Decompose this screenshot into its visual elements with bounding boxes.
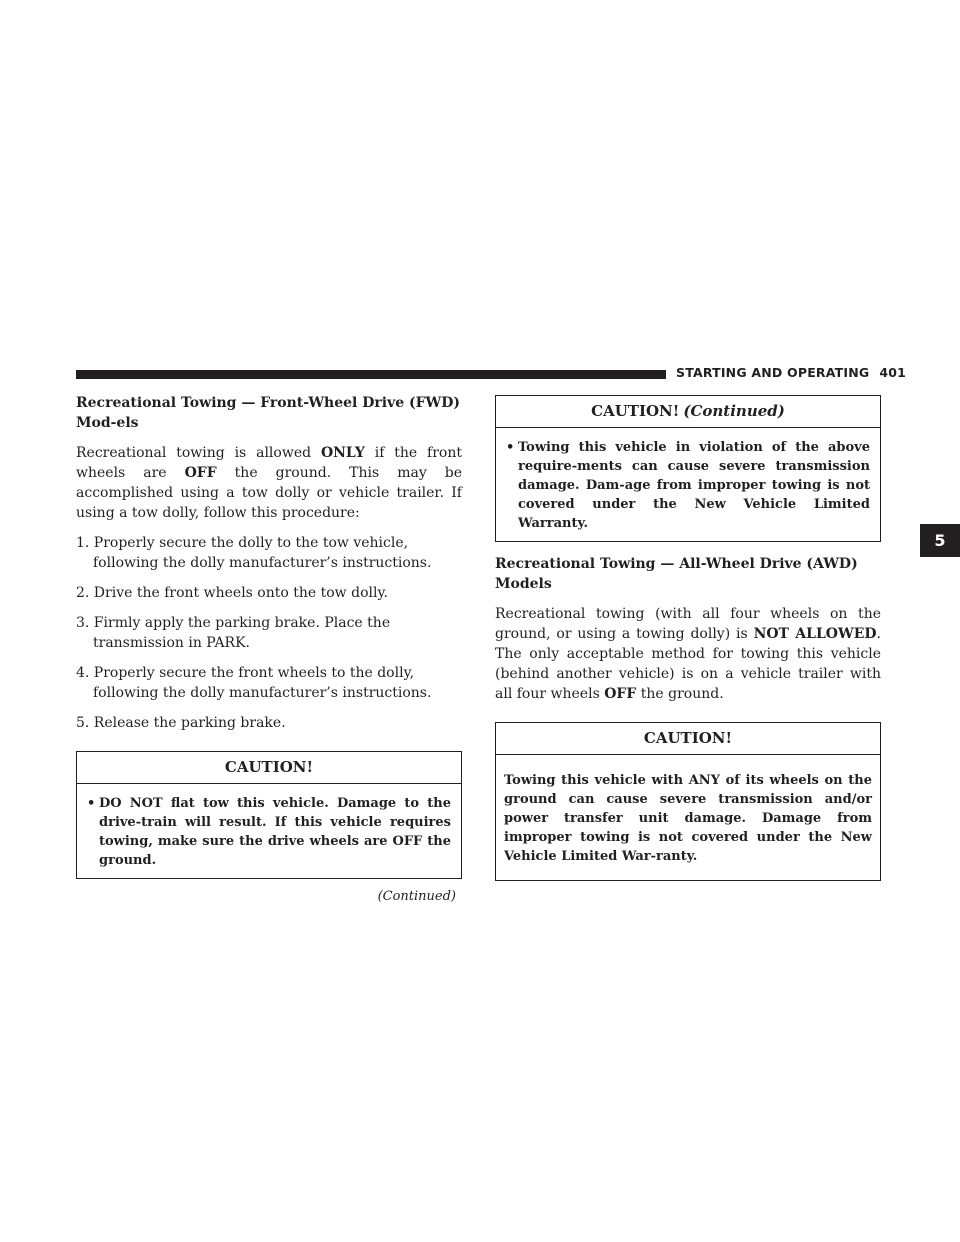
caution-title [496,396,880,428]
running-header [676,365,906,380]
caution-title-text: CAUTION! [591,402,680,420]
step-item: 2. Drive the front wheels onto the tow dolly. [76,585,388,601]
caution-bullet [87,794,451,870]
section-title: STARTING AND OPERATING [676,365,870,380]
caution-text: DO NOT flat tow this vehicle. Damage to the drive-train will result. If this vehicle requires towing, make sure the drive wheels are OFF the ground. [99,796,451,868]
caution-box [495,722,881,881]
awd-heading: Recreational Towing — All-Wheel Drive (AWD) Models [495,556,858,592]
left-column [76,393,462,907]
chapter-tab[interactable]: 5 [920,524,960,557]
step-item: 1. Properly secure the dolly to the tow vehicle, following the dolly manufacturer’s instructions. [76,535,432,571]
caution-bullet [506,438,870,533]
caution-continued-label: (Continued) [683,402,785,420]
awd-paragraph: Recreational towing (with all four wheels on the ground, or using a towing dolly) is NOT ALLOWED. The only acceptable method for towing this vehicle (behind another vehicle) is on a vehicle trailer with all four wheels OFF the ground. [495,606,881,702]
header-rule [76,370,666,379]
step-item: 3. Firmly apply the parking brake. Place the transmission in PARK. [76,615,391,651]
caution-text: Towing this vehicle in violation of the above require-ments can cause severe transmission damage. Dam-age from improper towing is not covered under the New Vehicle Limited Warranty. [518,440,870,531]
caution-box-continued [495,395,881,542]
right-column [495,393,881,893]
page-number: 401 [879,365,907,380]
caution-title: CAUTION! [77,752,461,784]
fwd-heading: Recreational Towing — Front-Wheel Drive (FWD) Mod-els [76,395,461,431]
caution-title: CAUTION! [496,723,880,755]
step-item: 4. Properly secure the front wheels to the dolly, following the dolly manufacturer’s instructions. [76,665,432,701]
bullet-marker: • [506,440,515,455]
fwd-intro: Recreational towing is allowed ONLY if the front wheels are OFF the ground. This may be accomplished using a tow dolly or vehicle trailer. If using a tow dolly, follow this procedure: [76,445,462,521]
caution-text: Towing this vehicle with ANY of its wheels on the ground can cause severe transmission and/or power transfer unit damage. Damage from improper towing is not covered under the New Vehicle Limited War-ranty. [504,773,872,864]
continued-note: (Continued) [377,889,456,904]
caution-box [76,751,462,879]
bullet-marker: • [87,796,96,811]
step-item: 5. Release the parking brake. [76,715,286,731]
